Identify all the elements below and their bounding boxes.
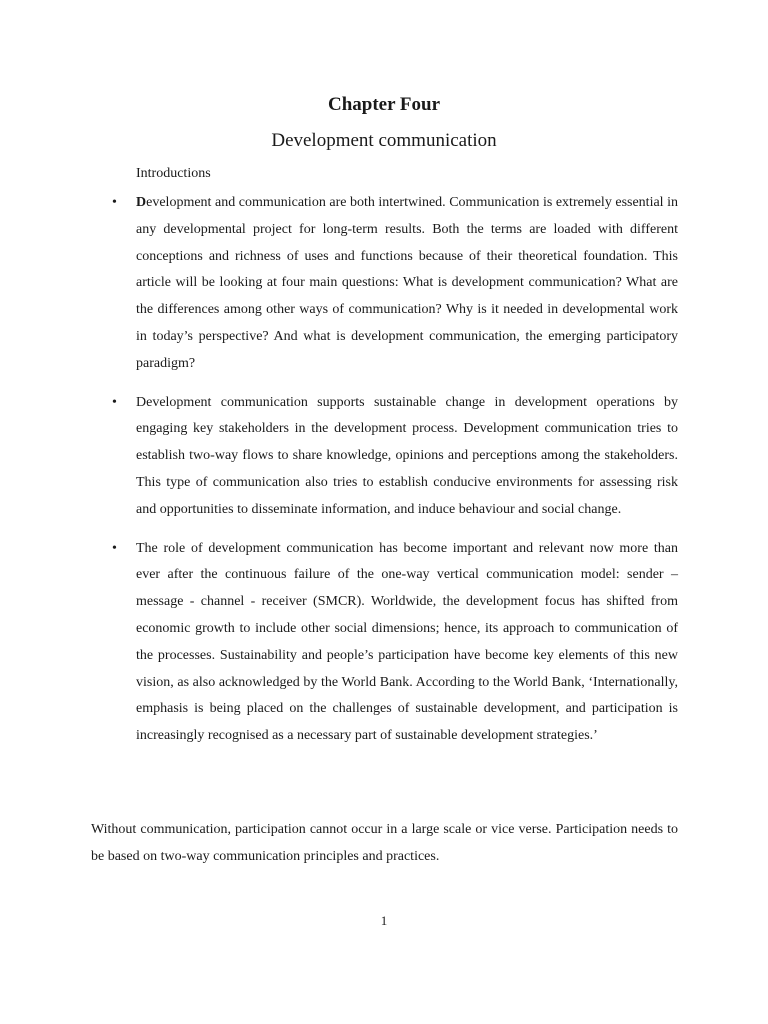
bullet-text: evelopment and communication are both intertwined. Communication is extremely essential in any developmental project for long-term results. Both the terms are loaded with different conceptions and richness of uses and functions because of their theoretical foundation. This article will be looking at four main questions: What is development communication? What are the differences among other ways of communication? Why is it needed in developmental work in today’s perspective? And what is development communication, the emerging participatory paradigm? — [136, 195, 678, 371]
closing-paragraph: Without communication, participation cannot occur in a large scale or vice verse. Participation needs to be based on two-way communication principles and practices. — [91, 822, 678, 864]
bullet-icon: • — [112, 195, 117, 210]
bullet-list — [108, 190, 678, 750]
drop-initial: D — [136, 195, 147, 210]
bullet-icon: • — [112, 540, 117, 556]
page-number: 1 — [380, 913, 388, 928]
bullet-text: Development communication supports sustainable change in development operations by engaging key stakeholders in the development process. Development communication tries to establish two-way flows to share knowledge, opinions and perceptions among the stakeholders. This type of communication also tries to establish conducive environments for assessing risk and opportunities to disseminate information, and induce behaviour and social change. — [136, 394, 678, 517]
section-title: Development communication — [271, 130, 497, 151]
chapter-title: Chapter Four — [327, 94, 441, 115]
bullet-item-sustainable-change — [108, 390, 678, 524]
intro-heading: Introductions — [136, 166, 211, 181]
bullet-item-development-intertwined — [108, 190, 678, 378]
bullet-icon: • — [112, 394, 117, 410]
bullet-item-role-of-communication — [108, 536, 678, 750]
bullet-text: The role of development communication has become important and relevant now more than ever after the continuous failure of the one-way vertical communication model: sender – message - channel - receiver (SMCR). Worldwide, the development focus has shifted from economic growth to include other social dimensions; hence, its approach to communication of the processes. Sustainability and people’s participation have become key elements of this new vision, as also acknowledged by the World Bank. According to the World Bank, ‘Internationally, emphasis is being placed on the challenges of sustainable development, and participation is increasingly recognised as a necessary part of sustainable development strategies.’ — [136, 540, 678, 744]
